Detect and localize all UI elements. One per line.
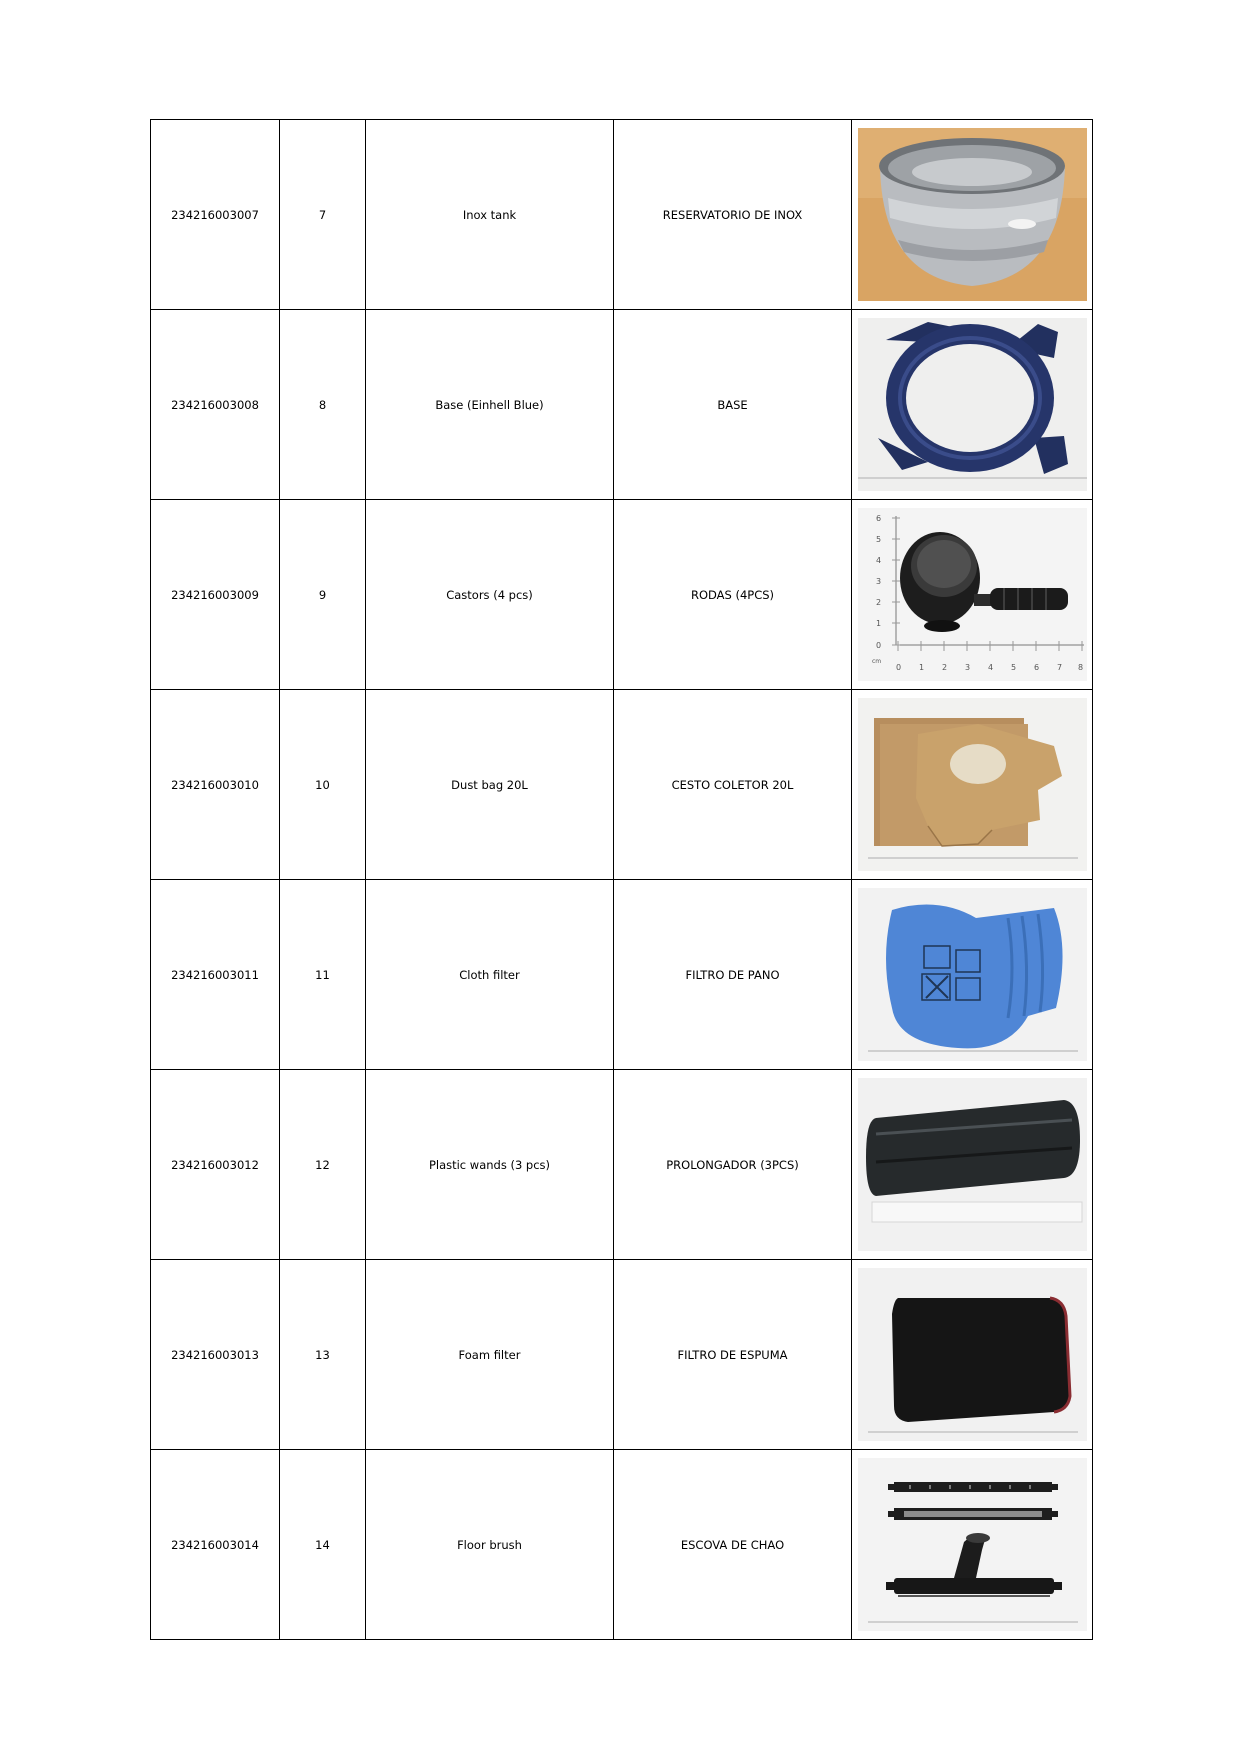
ruler-y-tick: 6 [875,514,881,523]
cloth-filter-icon [858,888,1087,1061]
part-photo-cell [852,1260,1093,1450]
blue-base-ring-icon [858,318,1087,491]
part-photo-cell [852,880,1093,1070]
description-portuguese: RESERVATORIO DE INOX [614,120,852,310]
description-english: Dust bag 20L [366,690,614,880]
description-english: Castors (4 pcs) [366,500,614,690]
position-number: 7 [280,120,366,310]
table-row [151,1260,1093,1450]
ruler-x-tick: 8 [1077,663,1083,672]
part-code: 234216003012 [151,1070,280,1260]
part-photo-cell [852,1070,1093,1260]
table-row [151,1450,1093,1640]
part-code: 234216003010 [151,690,280,880]
ruler-x-tick: 2 [941,663,947,672]
part-code: 234216003014 [151,1450,280,1640]
description-portuguese: FILTRO DE PANO [614,880,852,1070]
floor-brush-icon [858,1458,1087,1631]
part-photo-cell [852,310,1093,500]
castor-wheel-icon [858,508,1087,681]
description-portuguese: CESTO COLETOR 20L [614,690,852,880]
plastic-wand-icon [858,1078,1087,1251]
position-number: 10 [280,690,366,880]
part-photo-cell [852,500,1093,690]
table-row [151,310,1093,500]
description-english: Inox tank [366,120,614,310]
parts-table [150,119,1093,1640]
description-portuguese: RODAS (4PCS) [614,500,852,690]
table-row [151,120,1093,310]
table-row [151,1070,1093,1260]
part-code: 234216003011 [151,880,280,1070]
ruler-x-tick: 1 [918,663,924,672]
table-row [151,500,1093,690]
ruler-y-tick: 2 [875,598,881,607]
position-number: 12 [280,1070,366,1260]
table-row [151,880,1093,1070]
ruler-unit-label: cm [871,658,881,665]
ruler-x-tick: 4 [987,663,993,672]
table-row [151,690,1093,880]
part-code: 234216003009 [151,500,280,690]
part-code: 234216003013 [151,1260,280,1450]
ruler-x-tick: 5 [1010,663,1016,672]
ruler-x-tick: 7 [1056,663,1062,672]
ruler-y-tick: 5 [875,535,881,544]
description-english: Cloth filter [366,880,614,1070]
part-code: 234216003008 [151,310,280,500]
position-number: 8 [280,310,366,500]
ruler-y-tick: 0 [875,641,881,650]
position-number: 11 [280,880,366,1070]
ruler-x-tick: 0 [895,663,901,672]
parts-table-body [151,120,1093,1640]
ruler-y-tick: 1 [875,619,881,628]
description-english: Foam filter [366,1260,614,1450]
part-code: 234216003007 [151,120,280,310]
ruler-x-tick: 3 [964,663,970,672]
ruler-y-tick: 4 [875,556,881,565]
description-portuguese: PROLONGADOR (3PCS) [614,1070,852,1260]
part-photo-cell [852,690,1093,880]
position-number: 13 [280,1260,366,1450]
description-english: Plastic wands (3 pcs) [366,1070,614,1260]
description-portuguese: FILTRO DE ESPUMA [614,1260,852,1450]
position-number: 14 [280,1450,366,1640]
stainless-tank-icon [858,128,1087,301]
position-number: 9 [280,500,366,690]
ruler-x-tick: 6 [1033,663,1039,672]
part-photo-cell [852,1450,1093,1640]
foam-filter-icon [858,1268,1087,1441]
description-portuguese: BASE [614,310,852,500]
ruler-y-tick: 3 [875,577,881,586]
description-english: Floor brush [366,1450,614,1640]
description-english: Base (Einhell Blue) [366,310,614,500]
dust-bag-icon [858,698,1087,871]
part-photo-cell [852,120,1093,310]
description-portuguese: ESCOVA DE CHAO [614,1450,852,1640]
